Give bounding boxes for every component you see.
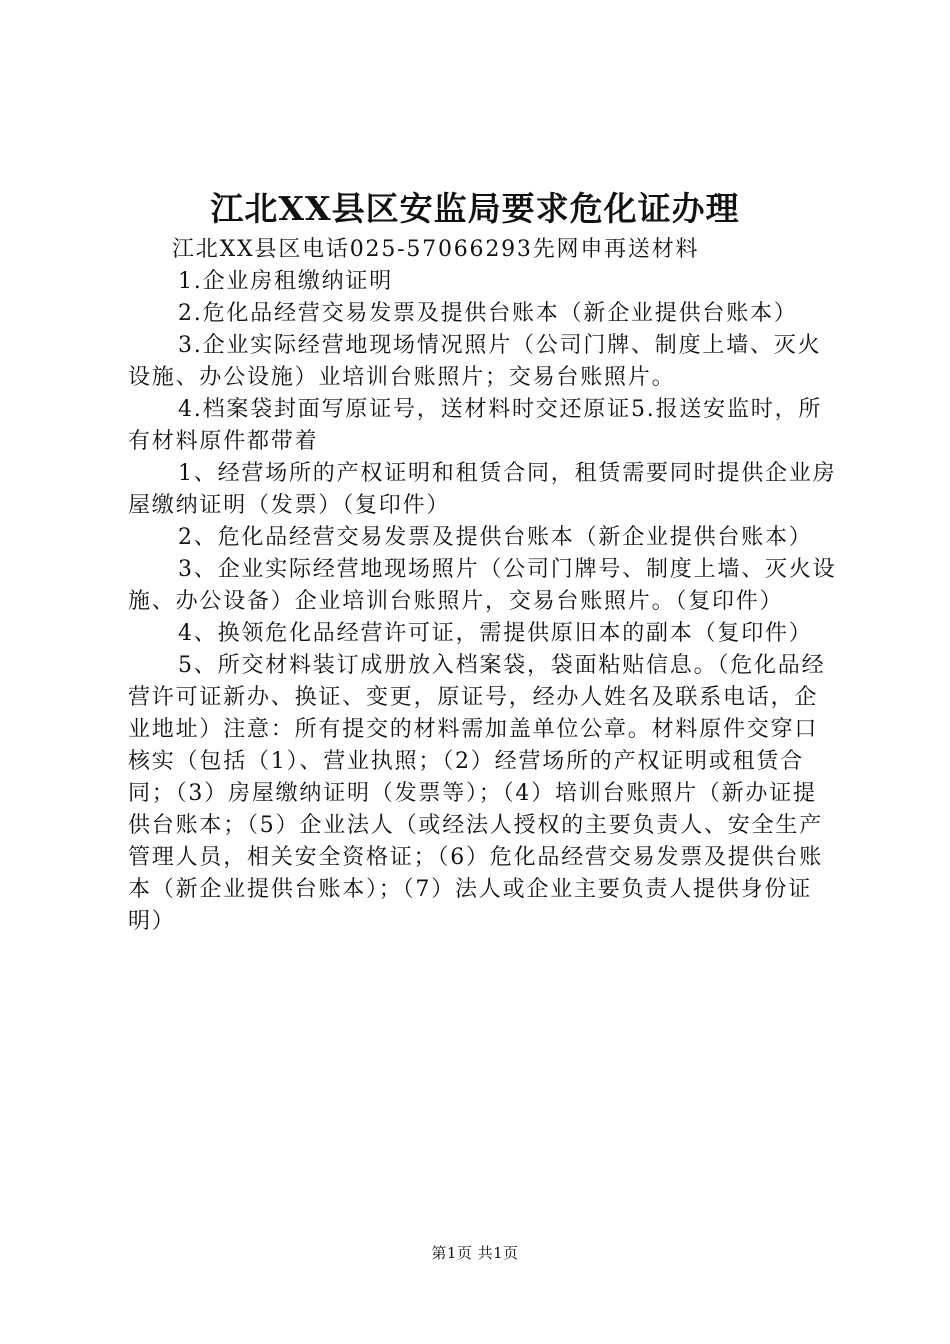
list-item: 1.企业房租缴纳证明	[178, 269, 393, 294]
list-item: 2、危化品经营交易发票及提供台账本（新企业提供台账本）	[178, 525, 813, 550]
list-item: 5、所交材料装订成册放入档案袋，袋面粘贴信息。（危化品经营许可证新办、换证、变更，原证号，经办人姓名及联系电话，企业地址）注意：所有提交的材料需加盖单位公章。材料原件交穿口核实（包括（1）、营业执照；（2）经营场所的产权证明或租赁合同；（3）房屋缴纳证明（发票等）；（4）培训台账照片（新办证提供台账本；（5）企业法人（或经法人授权的主要负责人、安全生产管理人员，相关安全资格证；（6）危化品经营交易发票及提供台账本（新企业提供台账本）；（7）法人或企业主要负责人提供身份证明）	[128, 653, 826, 934]
list-item: 4.档案袋封面写原证号，送材料时交还原证5.报送安监时，所有材料原件都带着	[128, 397, 823, 454]
list-item: 1、经营场所的产权证明和租赁合同，租赁需要同时提供企业房屋缴纳证明（发票）（复印件）	[128, 461, 837, 518]
list-item: 4、换领危化品经营许可证，需提供原旧本的副本（复印件）	[178, 621, 813, 646]
page-number-footer: 第1页 共1页	[431, 1244, 519, 1262]
list-item: 3、企业实际经营地现场照片（公司门牌号、制度上墙、灭火设施、办公设备）企业培训台账照片，交易台账照片。（复印件）	[128, 557, 837, 614]
intro-paragraph: 江北XX县区电话025-57066293先网申再送材料	[172, 237, 700, 262]
page-title: 江北XX县区安监局要求危化证办理	[210, 189, 740, 228]
list-item: 3.企业实际经营地现场情况照片（公司门牌、制度上墙、灭火设施、办公设施）业培训台账照片；交易台账照片。	[128, 333, 822, 390]
document-body	[128, 234, 840, 938]
list-item: 2.危化品经营交易发票及提供台账本（新企业提供台账本）	[178, 301, 798, 326]
